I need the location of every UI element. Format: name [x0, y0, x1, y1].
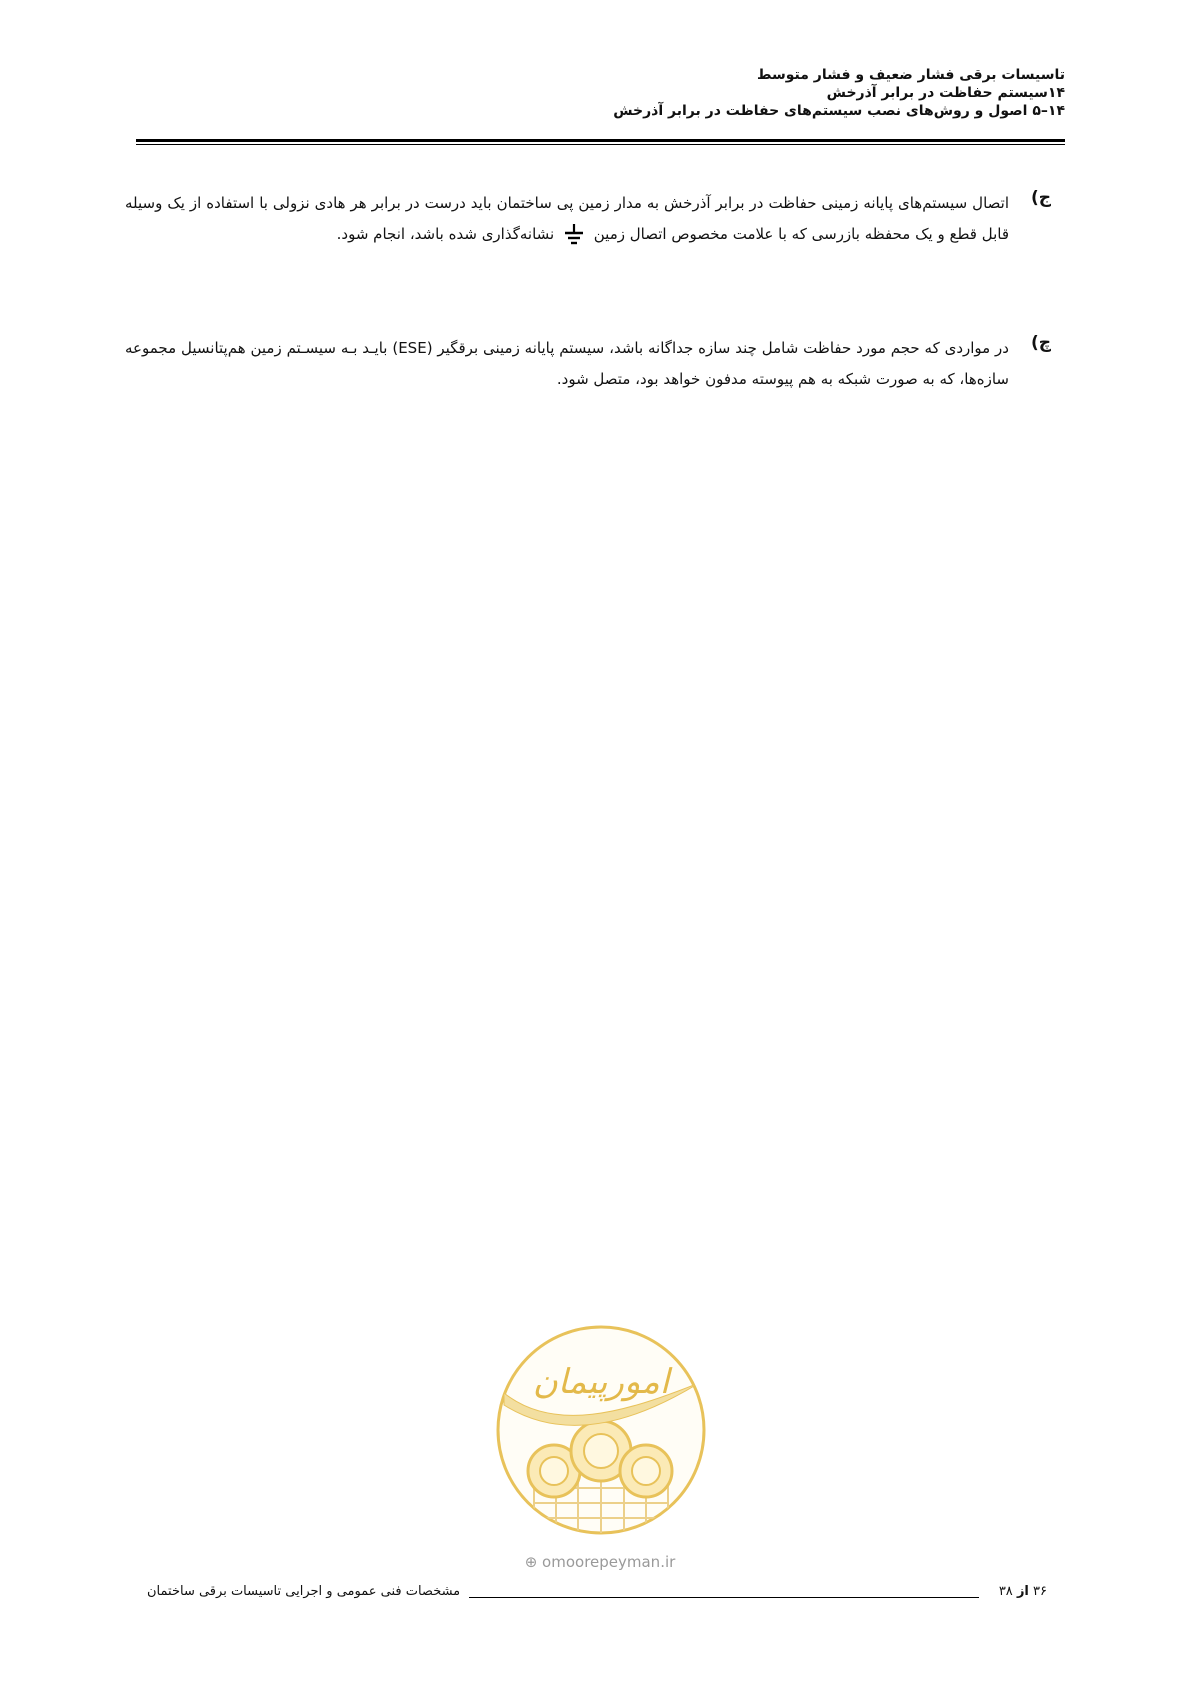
svg-text:امورپیمان: امورپیمان — [532, 1362, 670, 1402]
watermark-url — [500, 1553, 700, 1571]
list-item-jim — [125, 188, 1065, 250]
page-of: از — [1016, 1584, 1029, 1599]
page-total: ۳۸ — [998, 1584, 1013, 1599]
header-line-2: ۱۴سیستم حفاظت در برابر آذرخش — [826, 85, 1065, 101]
globe-icon: ⊕ — [524, 1553, 538, 1571]
item-text: در مواردی که حجم مورد حفاظت شامل چند سازه جداگانه باشد، سیستم پایانه زمینی برقگیر (ESE) بایـد بـه سیسـتم زمین هم‌پتانسیل مجموعه سازه‌ها، که به صورت شبکه به هم پیوسته مدفون خواهد بود، متصل شود. — [125, 339, 1009, 388]
header-line-3: ۱۴–۵ اصول و روش‌های نصب سیستم‌های حفاظت در برابر آذرخش — [613, 103, 1065, 119]
page-header — [125, 66, 1065, 120]
page-footer — [147, 1584, 1047, 1608]
ground-symbol-icon — [563, 224, 585, 246]
item-text-part2: نشانه‌گذاری شده باشد، انجام شود. — [336, 225, 555, 243]
footer-title: مشخصات فنی عمومی و اجرایی تاسیسات برقی ساختمان — [147, 1584, 461, 1599]
page-current: ۳۶ — [1033, 1584, 1047, 1599]
item-marker: ج) — [1030, 188, 1051, 208]
item-text-part1: اتصال سیستم‌های پایانه زمینی حفاظت در برابر آذرخش به مدار زمین پی ساختمان باید درست در برابر هر هادی نزولی با استفاده از یک وسیله قابل قطع و یک محفظه بازرسی که با علامت مخصوص اتصال زمین — [125, 194, 1009, 243]
page-number — [999, 1584, 1047, 1599]
item-marker: چ) — [1030, 333, 1051, 353]
header-rule-thin — [136, 144, 1065, 145]
list-item-che — [125, 333, 1065, 395]
footer-rule — [469, 1597, 979, 1598]
item-text — [125, 188, 1009, 250]
watermark-logo — [494, 1323, 708, 1537]
watermark-url-text: omoorepeyman.ir — [542, 1553, 676, 1571]
header-line-1: تاسیسات برقی فشار ضعیف و فشار متوسط — [756, 67, 1065, 83]
header-rule-thick — [136, 139, 1065, 142]
